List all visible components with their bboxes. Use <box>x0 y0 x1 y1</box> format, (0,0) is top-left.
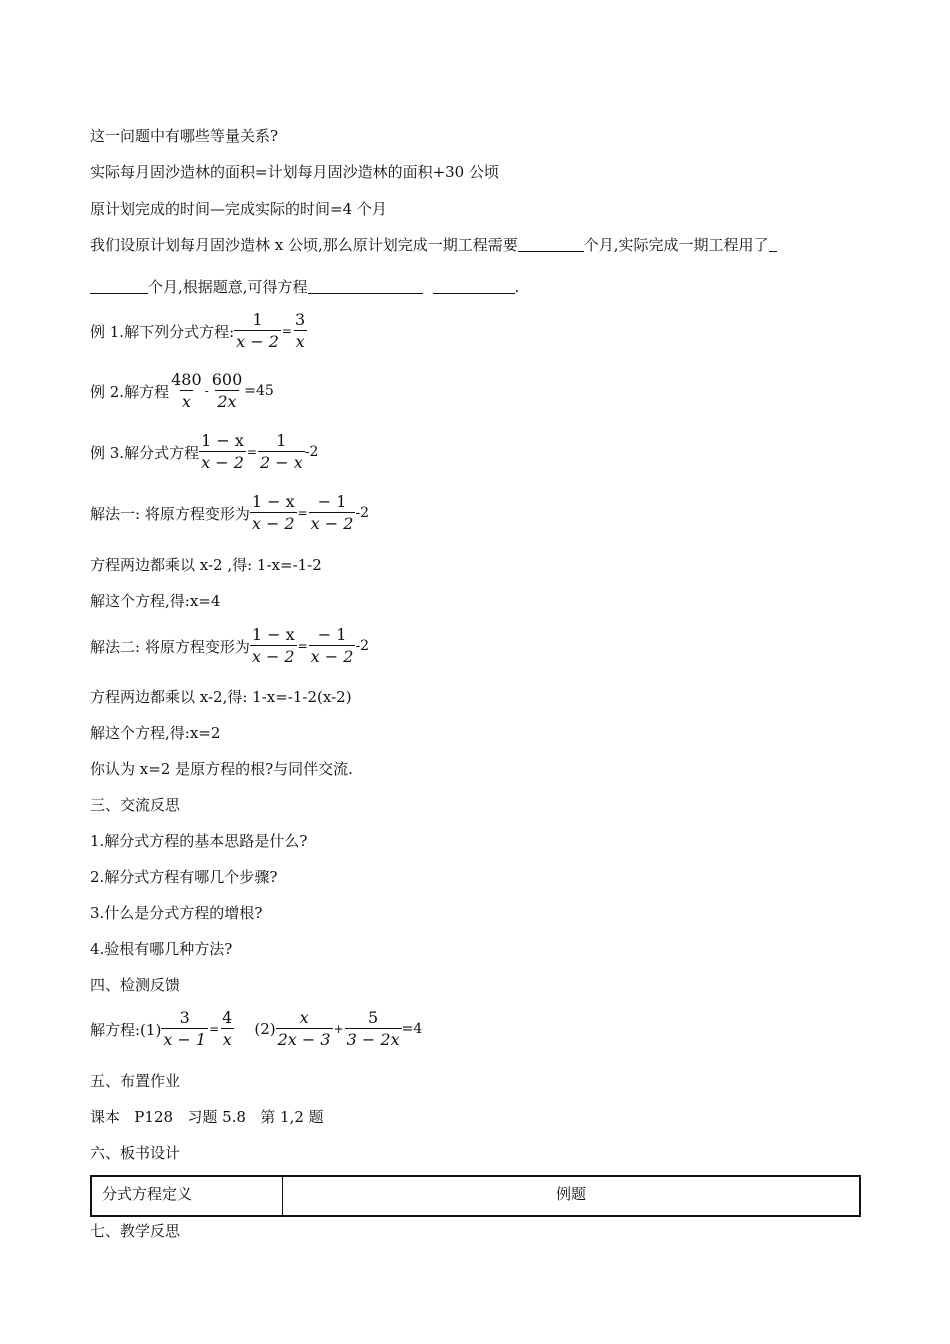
fraction: $\frac{1 - x}{x - 2}$ <box>251 625 295 666</box>
method-2: 解法二: 将原方程变形为 $\frac{1 - x}{x - 2}$ = $\frac{- 1}{x - 2}$ -2 <box>90 625 370 666</box>
answer-blank-4[interactable] <box>433 279 515 294</box>
answer-blank-2a[interactable] <box>769 237 777 252</box>
example-3-label: 例 3.解分式方程 <box>90 443 200 462</box>
board-col-examples: 例题 <box>283 1176 861 1216</box>
reflect-question-1: 1.解分式方程的基本思路是什么? <box>90 832 308 850</box>
section-5-title: 五、布置作业 <box>90 1072 181 1090</box>
fraction: $\frac{1 - x}{x - 2}$ <box>251 492 295 533</box>
method-1-step-1: 方程两边都乘以 x-2 ,得: 1-x=-1-2 <box>90 556 322 574</box>
homework-text: 课本 P128 习题 5.8 第 1,2 题 <box>90 1108 324 1126</box>
answer-blank-3[interactable] <box>308 279 423 294</box>
section-6-title: 六、板书设计 <box>90 1144 181 1162</box>
text-relation-time: 原计划完成的时间—完成实际的时间=4 个月 <box>90 200 387 218</box>
text-equation-line <box>90 276 519 297</box>
fraction: $\frac{3}{x}$ <box>294 310 306 351</box>
fraction: $\frac{600}{2x}$ <box>211 370 243 411</box>
feedback-label: 解方程:(1) <box>90 1020 162 1039</box>
board-col-definition: 分式方程定义 <box>91 1176 283 1216</box>
feedback-problems: 解方程:(1) $\frac{3}{x - 1}$ = $\frac{4}{x}$ (2) $\frac{x}{2x - 3}$ + $\frac{5}{3 - 2x}$ =4 <box>90 1008 423 1049</box>
example-2: 例 2.解方程 $\frac{480}{x}$ - $\frac{600}{2x}$ =45 <box>90 370 274 411</box>
setup-text-b: 个月,实际完成一期工程用了 <box>583 236 769 254</box>
setup-text-a: 我们设原计划每月固沙造林 x 公顷,那么原计划完成一期工程需要 <box>90 236 518 254</box>
fraction: $\frac{3}{x - 1}$ <box>163 1008 207 1049</box>
fraction: $\frac{1}{2 - x}$ <box>259 431 303 472</box>
method-2-label: 解法二: 将原方程变形为 <box>90 637 250 656</box>
example-1-label: 例 1.解下列分式方程: <box>90 322 235 341</box>
feedback-label-2: (2) <box>254 1020 276 1038</box>
fraction: $\frac{1}{x - 2}$ <box>236 310 279 351</box>
method-2-question: 你认为 x=2 是原方程的根?与同伴交流. <box>90 760 353 778</box>
fraction: $\frac{4}{x}$ <box>222 1008 233 1049</box>
section-4-title: 四、检测反馈 <box>90 976 181 994</box>
text-relation-area: 实际每月固沙造林的面积=计划每月固沙造林的面积+30 公顷 <box>90 163 499 181</box>
fraction: $\frac{1 - x}{x - 2}$ <box>201 431 244 472</box>
reflect-question-2: 2.解分式方程有哪几个步骤? <box>90 868 278 886</box>
method-2-step-1: 方程两边都乘以 x-2,得: 1-x=-1-2(x-2) <box>90 688 352 706</box>
reflect-question-4: 4.验根有哪几种方法? <box>90 940 233 958</box>
equation-text-a: 个月,根据题意,可得方程 <box>148 278 308 296</box>
method-1: 解法一: 将原方程变形为 $\frac{1 - x}{x - 2}$ = $\frac{- 1}{x - 2}$ -2 <box>90 492 370 533</box>
fraction: $\frac{5}{3 - 2x}$ <box>346 1008 400 1049</box>
example-2-label: 例 2.解方程 <box>90 382 170 401</box>
example-1: 例 1.解下列分式方程: $\frac{1}{x - 2}$ = $\frac{3}{x}$ <box>90 310 306 351</box>
method-1-step-2: 解这个方程,得:x=4 <box>90 592 221 610</box>
board-design-table <box>90 1175 861 1217</box>
method-2-step-2: 解这个方程,得:x=2 <box>90 724 221 742</box>
text-equality-question: 这一问题中有哪些等量关系? <box>90 127 279 145</box>
section-3-title: 三、交流反思 <box>90 796 181 814</box>
method-1-label: 解法一: 将原方程变形为 <box>90 504 250 523</box>
fraction: $\frac{- 1}{x - 2}$ <box>310 492 354 533</box>
example-3: 例 3.解分式方程 $\frac{1 - x}{x - 2}$ = $\frac{1}{2 - x}$ -2 <box>90 431 319 472</box>
fraction: $\frac{x}{2x - 3}$ <box>277 1008 331 1049</box>
section-7-title: 七、教学反思 <box>90 1222 181 1240</box>
answer-blank-2b[interactable] <box>90 279 148 294</box>
reflect-question-3: 3.什么是分式方程的增根? <box>90 904 263 922</box>
fraction: $\frac{480}{x}$ <box>171 370 202 411</box>
equation-period: . <box>514 277 520 296</box>
text-setup-line <box>90 234 777 255</box>
fraction: $\frac{- 1}{x - 2}$ <box>310 625 354 666</box>
answer-blank-1[interactable] <box>518 237 584 252</box>
